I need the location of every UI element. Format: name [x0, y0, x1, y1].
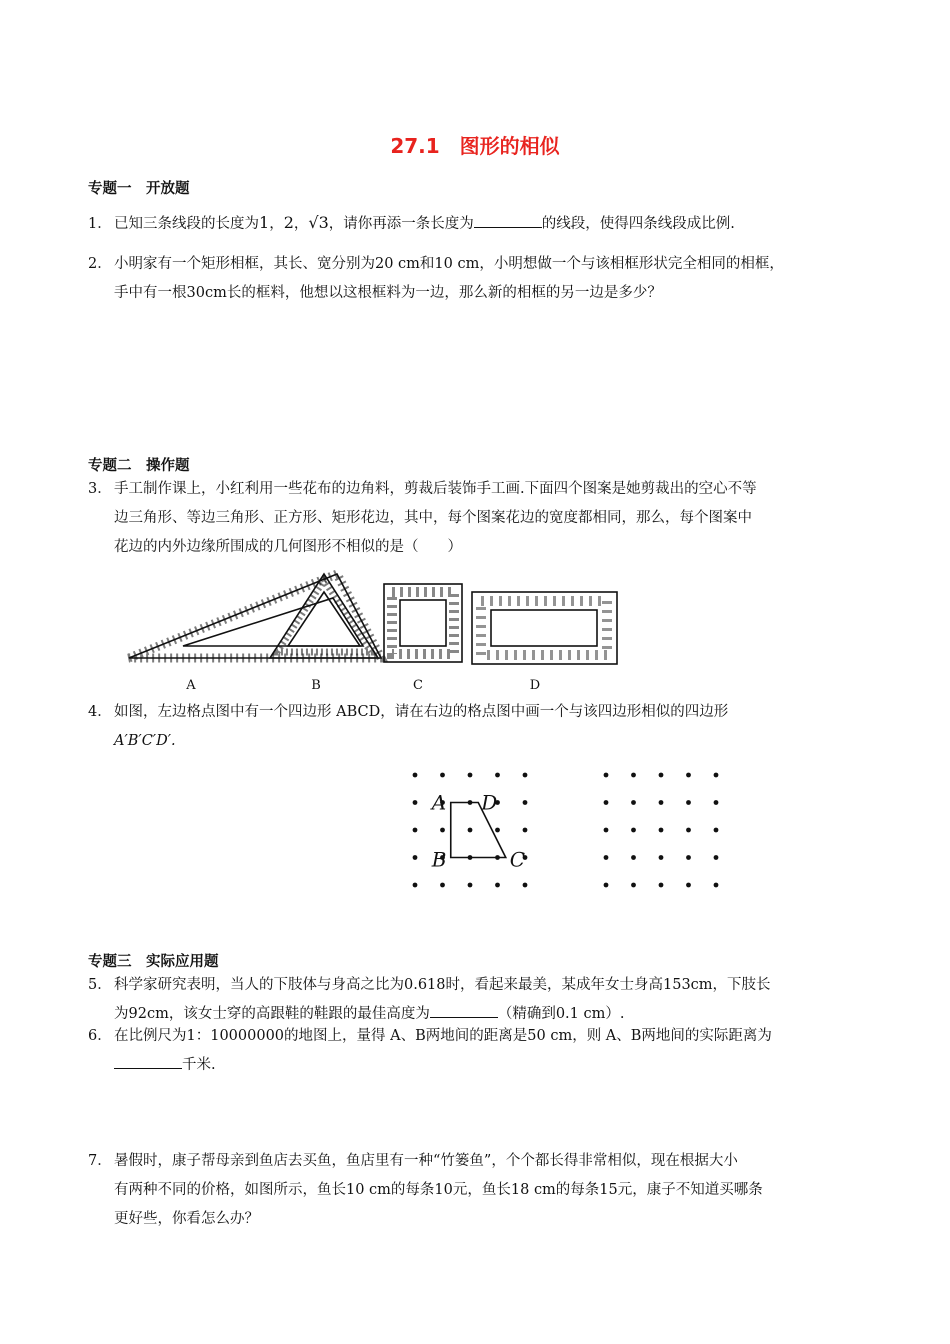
grid-dot [604, 800, 609, 805]
grid-dot [714, 855, 719, 860]
grid-dot [495, 828, 500, 833]
grid-dot [413, 855, 418, 860]
question-text: 手中有一根30cm长的框料，他想以这根框料为一边，那么新的相框的另一边是多少？ [114, 285, 662, 301]
question-text: 边三角形、等边三角形、正方形、矩形花边，其中，每个图案花边的宽度都相同，那么，每个图案中 [114, 510, 752, 526]
question-text: 的线段，使得四条线段成比例. [541, 216, 735, 232]
grid-dot [659, 855, 664, 860]
question-text: 更好些，你看怎么办？ [114, 1211, 259, 1227]
grid-dot [495, 883, 500, 888]
answer-blank[interactable] [430, 1003, 498, 1018]
question-2 [88, 250, 888, 308]
vertex-label-d: D [481, 790, 498, 815]
math-value: 2 [283, 213, 294, 232]
section-heading-operation: 专题二 操作题 [88, 458, 190, 474]
question-4 [88, 698, 878, 756]
question-text: 手工制作课上，小红利用一些花布的边角料，剪裁后装饰手工画.下面四个图案是她剪裁出的空心不等 [114, 481, 757, 497]
question-text: 暑假时，康子帮母亲到鱼店去买鱼，鱼店里有一种“竹篓鱼”，个个都长得非常相似，现在根据大小 [114, 1153, 738, 1169]
grid-dot [659, 883, 664, 888]
grid-dot [631, 828, 636, 833]
question-text: A′B′C′D′. [114, 733, 176, 749]
grid-dot [686, 800, 691, 805]
grid-dot [686, 828, 691, 833]
figure-label-c: C [413, 678, 423, 693]
grid-dot [631, 883, 636, 888]
question-text: ，请你再添一条长度为 [328, 216, 474, 232]
question-number: 3． [88, 481, 112, 497]
grid-dot [686, 883, 691, 888]
grid-dot [686, 773, 691, 778]
grid-dot [468, 828, 473, 833]
figure-label-d: D [529, 678, 541, 693]
question-text: 小明家有一个矩形相框，其长、宽分别为20 cm和10 cm，小明想做一个与该相框形状完全相同的相框， [114, 256, 784, 272]
figure-c-square-frame [384, 584, 462, 662]
question-number: 4． [88, 704, 112, 720]
question-text: 科学家研究表明，当人的下肢体与身高之比为0.618时，看起来最美，某成年女士身高153cm，下肢长 [114, 977, 771, 993]
grid-dot [714, 773, 719, 778]
section-heading-open: 专题一 开放题 [88, 181, 190, 197]
grid-dot [440, 828, 445, 833]
question-number: 7． [88, 1153, 112, 1169]
grid-dot [714, 828, 719, 833]
question-text: 在比例尺为1：10000000的地图上，量得 A、B两地间的距离是50 cm，则 A、B两地间的实际距离为 [114, 1028, 772, 1044]
grid-dot [468, 773, 473, 778]
grid-dot [686, 855, 691, 860]
grid-dot [468, 883, 473, 888]
vertex-label-a: A [431, 790, 447, 815]
question-text: 如图，左边格点图中有一个四边形 ABCD，请在右边的格点图中画一个与该四边形相似的四边形 [114, 704, 729, 720]
grid-dot [631, 773, 636, 778]
question-text: （精确到0.1 cm）. [497, 1006, 625, 1022]
math-value: 1 [259, 213, 270, 232]
grid-dot [440, 773, 445, 778]
grid-dot [714, 883, 719, 888]
grid-dot [631, 855, 636, 860]
section-heading-application: 专题三 实际应用题 [88, 954, 219, 970]
grid-dot [714, 800, 719, 805]
grid-dot [604, 773, 609, 778]
grid-dot [523, 828, 528, 833]
question-5 [88, 971, 878, 1029]
question-number: 5． [88, 977, 112, 993]
grid-dot [523, 883, 528, 888]
grid-dot [495, 773, 500, 778]
grid-dot [604, 855, 609, 860]
dot-grid-right[interactable] [596, 765, 726, 895]
figure-d-rectangle-frame [472, 592, 617, 664]
grid-dot [413, 773, 418, 778]
grid-dot [659, 800, 664, 805]
question-3 [88, 475, 878, 562]
question-6 [88, 1022, 878, 1080]
question-number: 1． [88, 216, 112, 232]
answer-blank[interactable] [114, 1054, 182, 1069]
vertex-label-c: C [509, 847, 526, 872]
grid-dot [631, 800, 636, 805]
figure-label-b: B [311, 678, 321, 693]
question-number: 2． [88, 256, 112, 272]
grid-dot [604, 828, 609, 833]
question-number: 6． [88, 1028, 112, 1044]
question-text: 为92cm，该女士穿的高跟鞋的鞋跟的最佳高度为 [114, 1006, 430, 1022]
figure-label-a: A [186, 678, 196, 693]
grid-dot [659, 828, 664, 833]
question-text: 已知三条线段的长度为 [114, 216, 259, 232]
grid-dot [413, 883, 418, 888]
vertex-label-b: B [431, 847, 447, 872]
grid-dot [523, 800, 528, 805]
grid-dot [523, 773, 528, 778]
frame-figures [125, 570, 625, 665]
math-sqrt: √3 [308, 213, 329, 232]
grid-dot [413, 800, 418, 805]
question-1: 1． 已知三条线段的长度为1，2，√3，请你再添一条长度为 的线段，使得四条线段成比例. [88, 208, 878, 239]
question-text: 千米. [182, 1057, 216, 1073]
question-text: 花边的内外边缘所围成的几何图形不相似的是（ ） [114, 539, 462, 555]
grid-dot [440, 883, 445, 888]
grid-dot [604, 883, 609, 888]
page-title: 27.1 图形的相似 [390, 134, 560, 158]
grid-dot [659, 773, 664, 778]
dot-grid-left [405, 765, 535, 895]
question-text: 有两种不同的价格，如图所示，鱼长10 cm的每条10元，鱼长18 cm的每条15元，康子不知道买哪条 [114, 1182, 763, 1198]
answer-blank[interactable] [474, 213, 542, 228]
grid-dot [413, 828, 418, 833]
question-7 [88, 1147, 878, 1234]
